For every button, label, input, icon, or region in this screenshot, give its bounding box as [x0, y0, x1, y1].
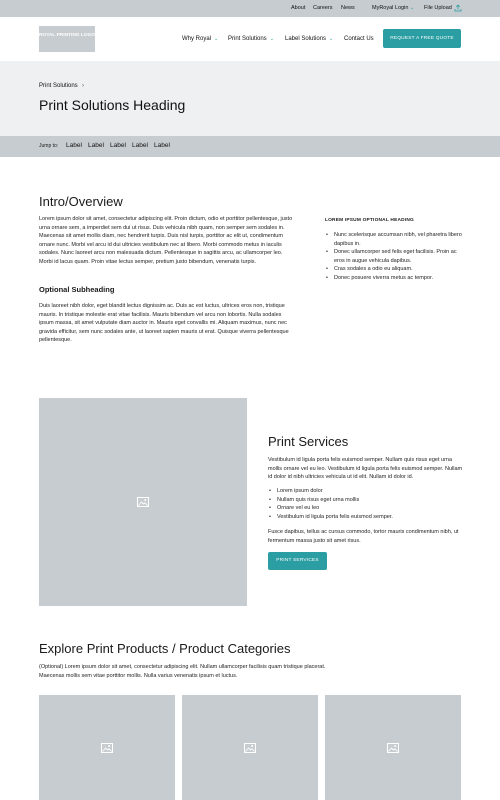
nav-item-why-royal[interactable] — [182, 35, 218, 43]
site-header — [0, 17, 500, 61]
utility-link-upload[interactable]: File Upload — [424, 5, 452, 11]
print-services-heading: Print Services — [268, 434, 349, 449]
nav-item-contact[interactable]: Contact Us — [344, 36, 374, 42]
print-services-paragraph: Vestibulum id ligula porta felis euismod semper. Nullam quis risus eget urna mollis ornare vel eu leo. Vestibulum id ligula porta felis euismod semper. Nullam id dolor id nibh ultricies vehicula ut id elit. Nullam id dolor id. — [268, 457, 463, 481]
product-card[interactable] — [325, 695, 461, 800]
intro-heading: Intro/Overview — [39, 194, 123, 209]
product-card[interactable] — [39, 695, 175, 800]
nav-item-print-solutions[interactable] — [228, 35, 274, 43]
nav-label: Why Royal — [182, 36, 212, 42]
product-card[interactable] — [182, 695, 318, 800]
intro-paragraph: Lorem ipsum dolor sit amet, consectetur adipiscing elit. Proin dictum, odio et porttitor pellentesque, justo urna ornare sem, a imperdiet sem dui ut risus. Duis vehicula nibh quam, non semper sem sodales in. Maecenas sit amet mollis diam, nec hendrerit turpis. Duis nisl turpis, porttitor ac elit ut, condimentum ornare nunc. Morbi vel arcu id dui ultricies vestibulum nec at libero. Morbi commodo metus in iaculis sodales. Nunc laoreet arcu non malesuada dictum. Pellentesque in sagittis arcu, ac ullamcorper leo. Morbi id lacus quam. Proin vitae lectus semper, pretium justo bibendum, venenatis turpis. — [39, 216, 293, 265]
request-quote-button[interactable]: REQUEST A FREE QUOTE — [383, 29, 461, 48]
jump-link[interactable]: Label — [154, 142, 170, 149]
nav-label: Print Solutions — [228, 36, 267, 42]
list-item: • Donec ullamcorper sed felis eget facilisis. Proin ac eros in augue vehicula dapibus. — [326, 248, 464, 265]
page-title: Print Solutions Heading — [39, 97, 186, 113]
print-services-list — [269, 487, 459, 521]
chevron-down-icon: ⌄ — [410, 5, 415, 11]
list-item: • Nullam quis risus eget urna mollis — [269, 496, 459, 505]
chevron-down-icon: ⌄ — [214, 36, 219, 42]
chevron-down-icon: ⌄ — [269, 36, 274, 42]
list-item: • Nunc scelerisque accumsan nibh, vel pharetra libero dapibus in. — [326, 231, 464, 248]
image-icon — [101, 743, 113, 753]
list-item: • Lorem ipsum dolor — [269, 487, 459, 496]
chevron-down-icon: ⌄ — [329, 36, 334, 42]
optional-paragraph: Duis laoreet nibh dolor, eget blandit lectus dignissim ac. Duis ac est luctus, ultrices eros non, tristique mauris. In tristique molestie erat vitae facilisis. Mauris bibendum vel arcu non lobortis. Nulla sodales ipsum massa, sit amet vulputate diam auctor in. Mauris eget convallis mi. Aliquam maximus, nunc nec gravida efficitur, sem nunc sodales ante, ut laoreet sapien mauris ut erat. Quisque viverra pellentesque pellentesque. — [39, 303, 289, 344]
jump-nav — [0, 136, 500, 157]
breadcrumb[interactable]: Print Solutions — [39, 83, 78, 89]
jump-link[interactable]: Label — [132, 142, 148, 149]
nav-label: Label Solutions — [285, 36, 327, 42]
logo[interactable]: ROYAL PRINTING LOGO — [39, 26, 95, 52]
image-icon — [244, 743, 256, 753]
list-item: • Donec posuere viverra metus ac tempor. — [326, 274, 464, 283]
utility-link-careers[interactable]: Careers — [313, 5, 333, 11]
jump-link[interactable]: Label — [66, 142, 82, 149]
chevron-right-icon: › — [82, 83, 84, 89]
utility-link-login[interactable]: MyRoyal Login — [372, 5, 409, 11]
optional-subheading: Optional Subheading — [39, 285, 115, 294]
list-item: • Vestibulum id ligula porta felis euismod semper. — [269, 513, 459, 522]
list-item: • Ornare vel eu leo — [269, 504, 459, 513]
image-icon — [387, 743, 399, 753]
nav-item-label-solutions[interactable] — [285, 35, 333, 43]
jump-link[interactable]: Label — [110, 142, 126, 149]
utility-link-about[interactable]: About — [291, 5, 306, 11]
sidebar-list — [326, 231, 464, 283]
print-services-image — [39, 398, 247, 606]
utility-bar — [0, 0, 500, 17]
utility-link-news[interactable]: News — [341, 5, 355, 11]
print-services-paragraph-2: Fusce dapibus, tellus ac cursus commodo, tortor mauris condimentum nibh, ut fermentum massa justo sit amet risus. — [268, 529, 459, 544]
jump-label: Jump to: — [39, 143, 59, 149]
page-hero — [0, 61, 500, 136]
jump-link[interactable]: Label — [88, 142, 104, 149]
list-item: • Cras sodales a odio eu aliquam. — [326, 265, 464, 274]
upload-icon[interactable] — [454, 4, 462, 12]
explore-paragraph: (Optional) Lorem ipsum dolor sit amet, consectetur adipiscing elit. Nullam ullamcorper facilisis quam tristique placerat. Maecenas mollis sem vitae porttitor mollis. Nulla varius venenatis ipsum et luctus. — [39, 664, 326, 679]
explore-heading: Explore Print Products / Product Categories — [39, 641, 291, 656]
sidebar-heading: LOREM IPSUM OPTIONAL HEADING — [325, 218, 414, 223]
image-icon — [137, 497, 149, 507]
print-services-button[interactable]: PRINT SERVICES — [268, 552, 327, 570]
